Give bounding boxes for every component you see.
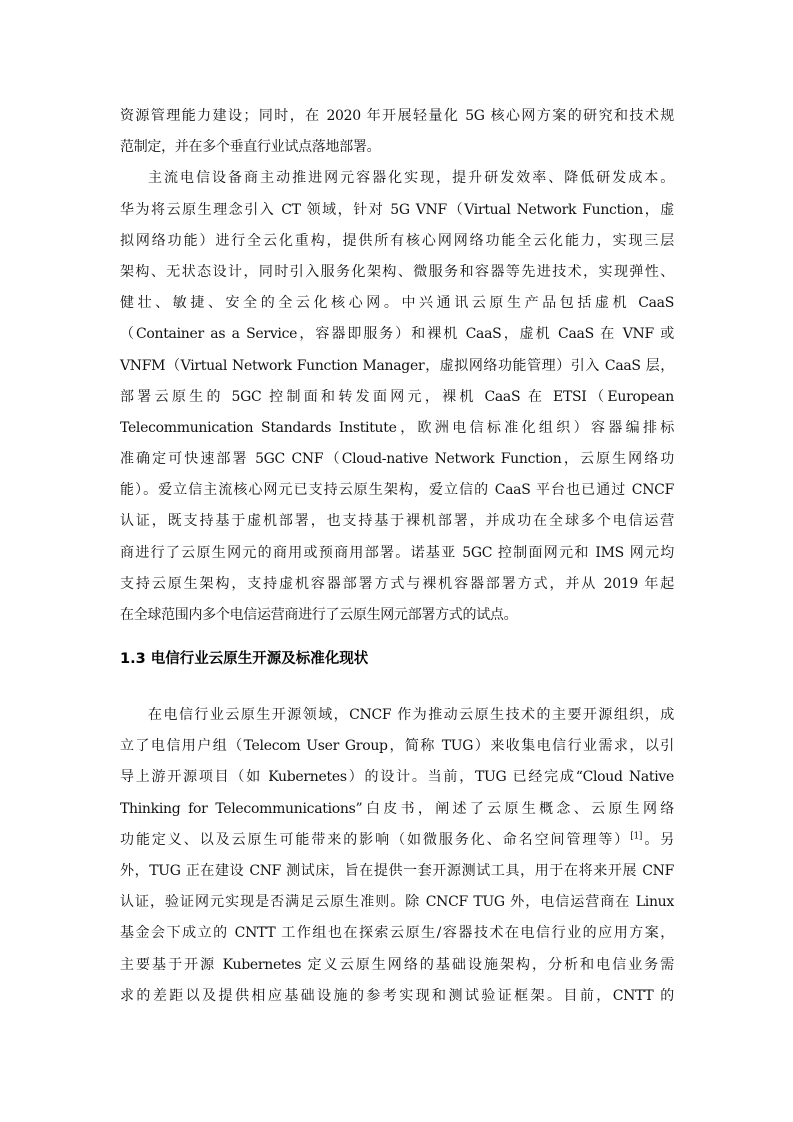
text-line: 外，TUG 正在建设 CNF 测试床，旨在提供一套开源测试工具，用于在将来开展 CNF: [120, 862, 674, 879]
text-line: 范制定，并在多个垂直行业试点落地部署。: [120, 139, 381, 156]
text-line: 资源管理能力建设；同时，在 2020 年开展轻量化 5G 核心网方案的研究和技术规: [120, 108, 674, 124]
text-line: 立了电信用户组（Telecom User Group，简称 TUG）来收集电信行业需求，以引: [120, 738, 674, 755]
text-line: 在全球范围内多个电信运营商进行了云原生网元部署方式的试点。: [120, 607, 518, 623]
text-line: 主要基于开源 Kubernetes 定义云原生网络的基础设施架构，分析和电信业务需: [120, 956, 674, 973]
text-line: 基金会下成立的 CNTT 工作组也在探索云原生/容器技术在电信行业的应用方案，: [120, 925, 674, 942]
text-line: （Container as a Service，容器即服务）和裸机 CaaS，虚机 CaaS 在 VNF 或: [120, 326, 674, 343]
text-segment: 。另: [642, 831, 674, 848]
text-line: 架构、无状态设计，同时引入服务化架构、微服务和容器等先进技术，实现弹性、: [120, 263, 674, 280]
text-line: 导上游开源项目（如 Kubernetes）的设计。当前，TUG 已经完成“Cloud Native: [120, 769, 674, 786]
text-line: 在电信行业云原生开源领域，CNCF 作为推动云原生技术的主要开源组织，成: [148, 707, 674, 723]
text-line: 部署云原生的 5GC 控制面和转发面网元，裸机 CaaS 在 ETSI（European: [120, 388, 674, 405]
text-line: 认证，既支持基于虚机部署，也支持基于裸机部署，并成功在全球多个电信运营: [120, 513, 674, 530]
text-line: 求的差距以及提供相应基础设施的参考实现和测试验证框架。目前，CNTT 的: [120, 987, 674, 1004]
text-line: 支持云原生架构，支持虚机容器部署方式与裸机容器部署方式，并从 2019 年起: [120, 575, 674, 592]
text-line: 能）。爱立信主流核心网元已支持云原生架构，爱立信的 CaaS 平台也已通过 CNCF: [120, 482, 674, 499]
text-line: Telecommunication Standards Institute，欧洲电信标准化组织）容器编排标: [120, 419, 674, 436]
citation-ref: [1]: [630, 831, 643, 842]
text-line: 健壮、敏捷、安全的全云化核心网。中兴通讯云原生产品包括虚机 CaaS: [120, 295, 674, 312]
text-line: 认证，验证网元实现是否满足云原生准则。除 CNCF TUG 外，电信运营商在 Linux: [120, 894, 674, 911]
body-text-top: [120, 101, 674, 631]
body-text-bottom: [120, 700, 674, 1012]
text-line: Thinking for Telecommunications”白皮书，阐述了云原生概念、云原生网络: [120, 800, 674, 817]
text-line: 准确定可快速部署 5GC CNF（Cloud-native Network Function，云原生网络功: [120, 451, 674, 468]
text-line: VNFM（Virtual Network Function Manager，虚拟网络功能管理）引入 CaaS 层，: [120, 357, 674, 374]
text-line-with-citation: [120, 825, 674, 856]
text-line: 拟网络功能）进行全云化重构，提供所有核心网网络功能全云化能力，实现三层: [120, 232, 674, 249]
text-line: 华为将云原生理念引入 CT 领域，针对 5G VNF（Virtual Network Function，虚: [120, 201, 674, 218]
text-line: 商进行了云原生网元的商用或预商用部署。诺基亚 5GC 控制面网元和 IMS 网元均: [120, 544, 674, 561]
text-segment: 功能定义、以及云原生可能带来的影响（如微服务化、命名空间管理等）: [120, 831, 631, 848]
section-heading: 1.3 电信行业云原生开源及标准化现状: [120, 651, 369, 667]
text-line: 主流电信设备商主动推进网元容器化实现，提升研发效率、降低研发成本。: [148, 170, 674, 187]
